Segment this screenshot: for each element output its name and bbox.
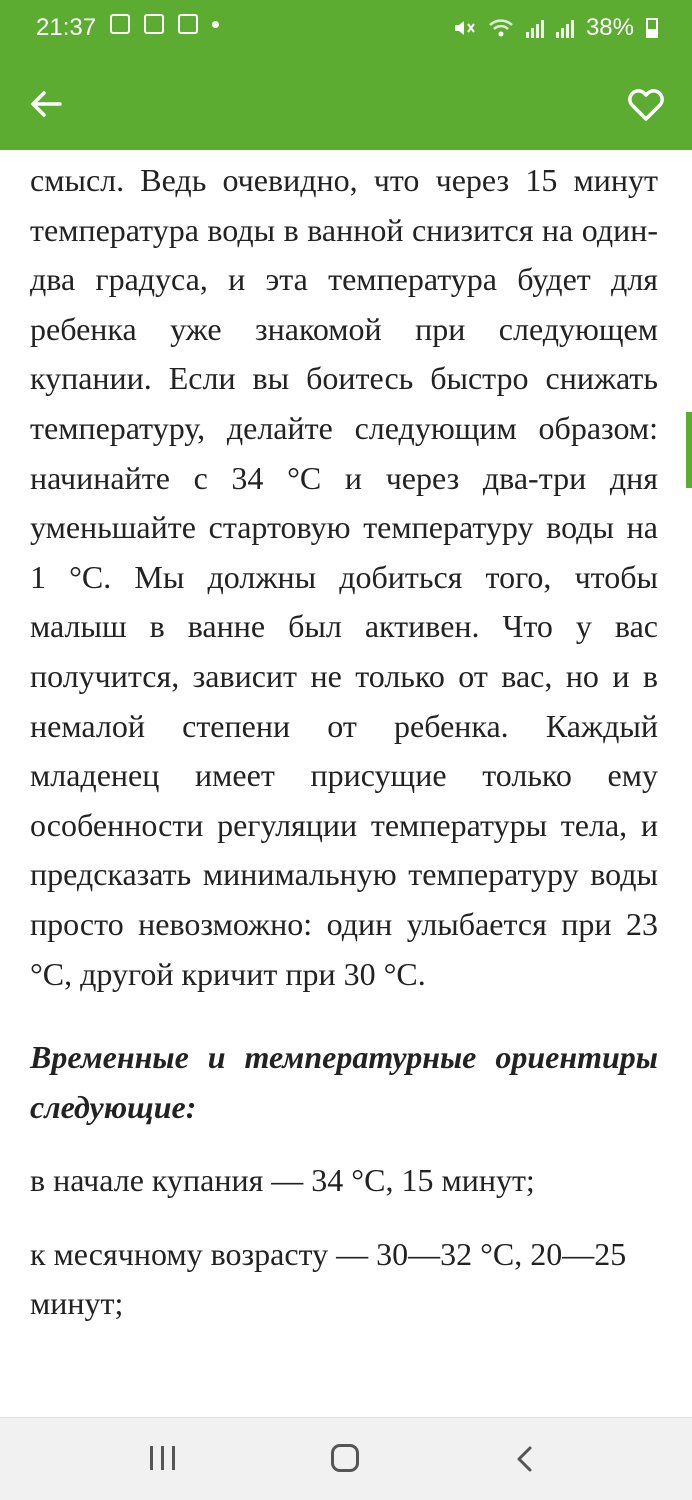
scrollbar-thumb[interactable] (686, 412, 692, 488)
heart-outline-icon[interactable] (622, 80, 670, 128)
nav-back-icon[interactable] (510, 1442, 540, 1476)
system-navigation-bar (0, 1417, 692, 1500)
list-item: в начале купания — 34 °С, 15 минут; (30, 1162, 535, 1199)
mute-icon (452, 17, 476, 39)
battery-icon (646, 18, 658, 38)
notification-icons (110, 14, 219, 34)
article-paragraph: смысл. Ведь очевидно, что через 15 минут температура воды в ванной снизится на один-два градуса, и эта температура будет для ребенка уже знакомой при следующем купании. Если вы боитесь быстро снижать температуру, делайте следующим образом: начинайте с 34 °С и через два-три дня уменьшайте стартовую температуру воды на 1 °С. Мы должны добиться того, чтобы малыш в ванне был активен. Что у вас получится, зависит не только от вас, но и в немалой степени от ребенка. Каждый младенец имеет присущие только ему особенности регуляции температуры тела, и предсказать минимальную температуру воды просто невозможно: один улыбается при 23 °С, другой кричит при 30 °С. (30, 162, 658, 992)
wifi-icon (488, 17, 514, 39)
signal-1-icon (526, 18, 544, 38)
shield-notification-icon (144, 14, 164, 34)
recents-icon[interactable] (150, 1446, 175, 1470)
status-bar (0, 0, 692, 56)
status-time: 21:37 (36, 14, 97, 41)
arrow-left-icon[interactable] (22, 80, 70, 128)
article-body (30, 150, 658, 1329)
system-status-icons (452, 14, 658, 42)
app-bar (0, 56, 692, 150)
app-notification-icon (178, 14, 198, 34)
list-item: к месячному возрасту — 30—32 °С, 20—25 минут; (30, 1235, 627, 1322)
section-heading: Временные и температурные ориентиры следующие: (30, 1039, 658, 1125)
battery-percent: 38% (585, 14, 634, 41)
gallery-notification-icon (110, 14, 130, 34)
home-icon[interactable] (331, 1444, 359, 1472)
signal-2-icon (556, 18, 574, 38)
more-notifications-dot-icon (212, 21, 219, 28)
